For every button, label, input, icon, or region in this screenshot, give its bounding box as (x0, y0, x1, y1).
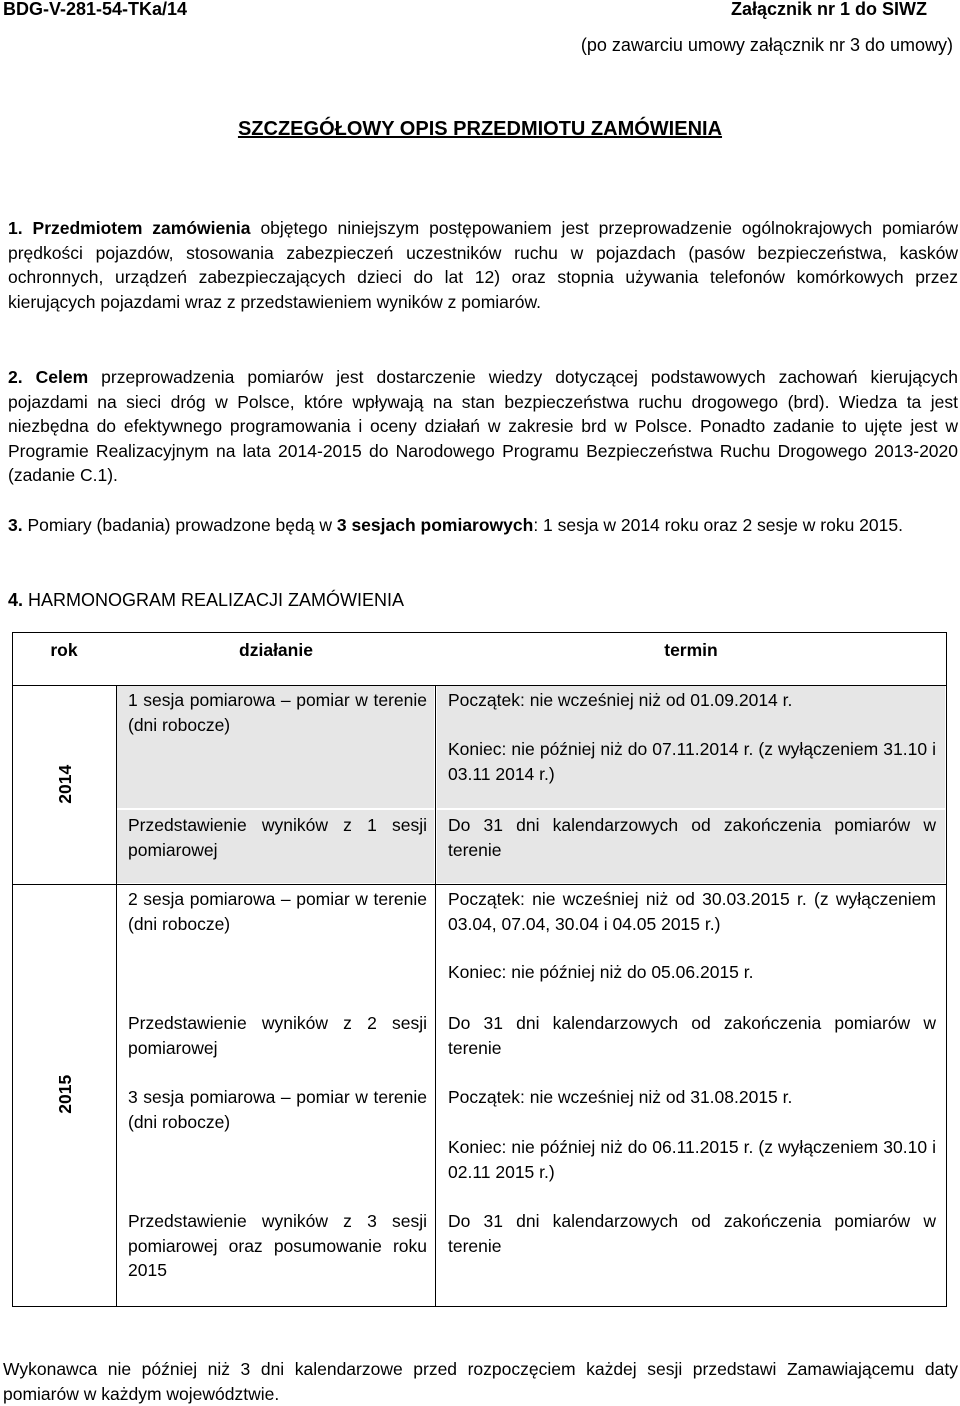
table-rule (12, 884, 947, 885)
row-term: Do 31 dni kalendarzowych od zakończenia pomiarów w terenie (448, 815, 936, 860)
section-4 (8, 588, 958, 613)
row-term-start: Początek: nie wcześniej niż od 30.03.2015 r. (z wyłączeniem 03.04, 07.04, 30.04 i 04.05 2015 r.) (448, 889, 936, 934)
header-year: rok (50, 640, 78, 660)
table-border (946, 632, 947, 1307)
section-number: 3. (8, 515, 23, 535)
footer-note: Wykonawca nie później niż 3 dni kalendarzowe przed rozpoczęciem każdej sesji przedstawi Zamawiającemu daty pomiarów w każdym województwie. (3, 1359, 958, 1404)
row-term: Do 31 dni kalendarzowych od zakończenia pomiarów w terenie (448, 1211, 936, 1256)
row-term-start: Początek: nie wcześniej niż od 31.08.2015 r. (448, 1087, 793, 1107)
section-lead: Celem (35, 367, 89, 387)
section-number: 2. (8, 367, 23, 387)
section-number: 4. (8, 590, 24, 610)
section-text: objętego niniejszym postępowaniem jest przeprowadzenie ogólnokrajowych pomiarów prędkości pojazdów, stosowania zabezpieczeń uczestników ruchu w pojazdach (pasów bezpieczeństwa, kasków ochronnych, urządzeń zabezpieczających dzieci do lat 12) oraz stopnia używania telefonów komórkowych przez kierujących pojazdami wraz z przedstawieniem wyników z pomiarów. (8, 218, 958, 312)
header-term: termin (664, 640, 718, 660)
header-action: działanie (239, 640, 313, 660)
section-bold: 3 sesjach pomiarowych (336, 515, 534, 535)
row-term-start: Początek: nie wcześniej niż od 01.09.2014 r. (448, 690, 793, 710)
table-rule (116, 685, 117, 1307)
section-number: 1. (8, 218, 23, 238)
schedule-table (12, 632, 947, 1307)
row-term-end: Koniec: nie później niż do 07.11.2014 r. (z wyłączeniem 31.10 i 03.11 2014 r.) (448, 739, 936, 784)
annex-label: Załącznik nr 1 do SIWZ (730, 0, 927, 19)
row-action: 2 sesja pomiarowa – pomiar w terenie (dni robocze) (128, 889, 427, 934)
year-label: 2014 (54, 764, 75, 804)
table-border (12, 632, 13, 1307)
year-label: 2015 (54, 1074, 75, 1114)
section-text: Pomiary (badania) prowadzone będą w (27, 515, 332, 535)
section-text-end: : 1 sesja w 2014 roku oraz 2 sesje w roku 2015. (533, 515, 903, 535)
table-border (12, 632, 947, 633)
document-reference: BDG-V-281-54-TKa/14 (3, 0, 188, 19)
section-2 (8, 365, 958, 488)
table-border (12, 1306, 947, 1307)
document-title: SZCZEGÓŁOWY OPIS PRZEDMIOTU ZAMÓWIENIA (237, 118, 723, 140)
section-heading: HARMONOGRAM REALIZACJI ZAMÓWIENIA (28, 590, 405, 610)
section-1 (8, 216, 958, 314)
section-3 (8, 513, 958, 538)
row-action: Przedstawienie wyników z 2 sesji pomiarowej (128, 1013, 427, 1058)
section-lead: Przedmiotem zamówienia (32, 218, 251, 238)
table-rule (435, 685, 436, 1307)
table-rule (12, 685, 947, 686)
annex-sublabel: (po zawarciu umowy załącznik nr 3 do umowy) (580, 35, 953, 55)
row-action: Przedstawienie wyników z 3 sesji pomiarowej oraz posumowanie roku 2015 (128, 1211, 427, 1280)
row-action: 1 sesja pomiarowa – pomiar w terenie (dni robocze) (128, 690, 427, 735)
row-term: Do 31 dni kalendarzowych od zakończenia pomiarów w terenie (448, 1013, 936, 1058)
row-term-end: Koniec: nie później niż do 06.11.2015 r. (z wyłączeniem 30.10 i 02.11 2015 r.) (448, 1137, 936, 1182)
row-term-end: Koniec: nie później niż do 05.06.2015 r. (448, 962, 754, 982)
row-action: Przedstawienie wyników z 1 sesji pomiarowej (128, 815, 427, 860)
section-text: przeprowadzenia pomiarów jest dostarczenie wiedzy dotyczącej podstawowych zachowań kierujących pojazdami na sieci dróg w Polsce, które wpływają na stan bezpieczeństwa ruchu drogowego (brd). Wiedza ta jest niezbędna do efektywnego programowania i oceny działań w zakresie brd w Polsce. Ponadto zadanie to ujęte jest w Programie Realizacyjnym na lata 2014-2015 do Narodowego Programu Bezpieczeństwa Ruchu Drogowego 2013-2020 (zadanie C.1). (8, 367, 958, 485)
row-action: 3 sesja pomiarowa – pomiar w terenie (dni robocze) (128, 1087, 427, 1132)
